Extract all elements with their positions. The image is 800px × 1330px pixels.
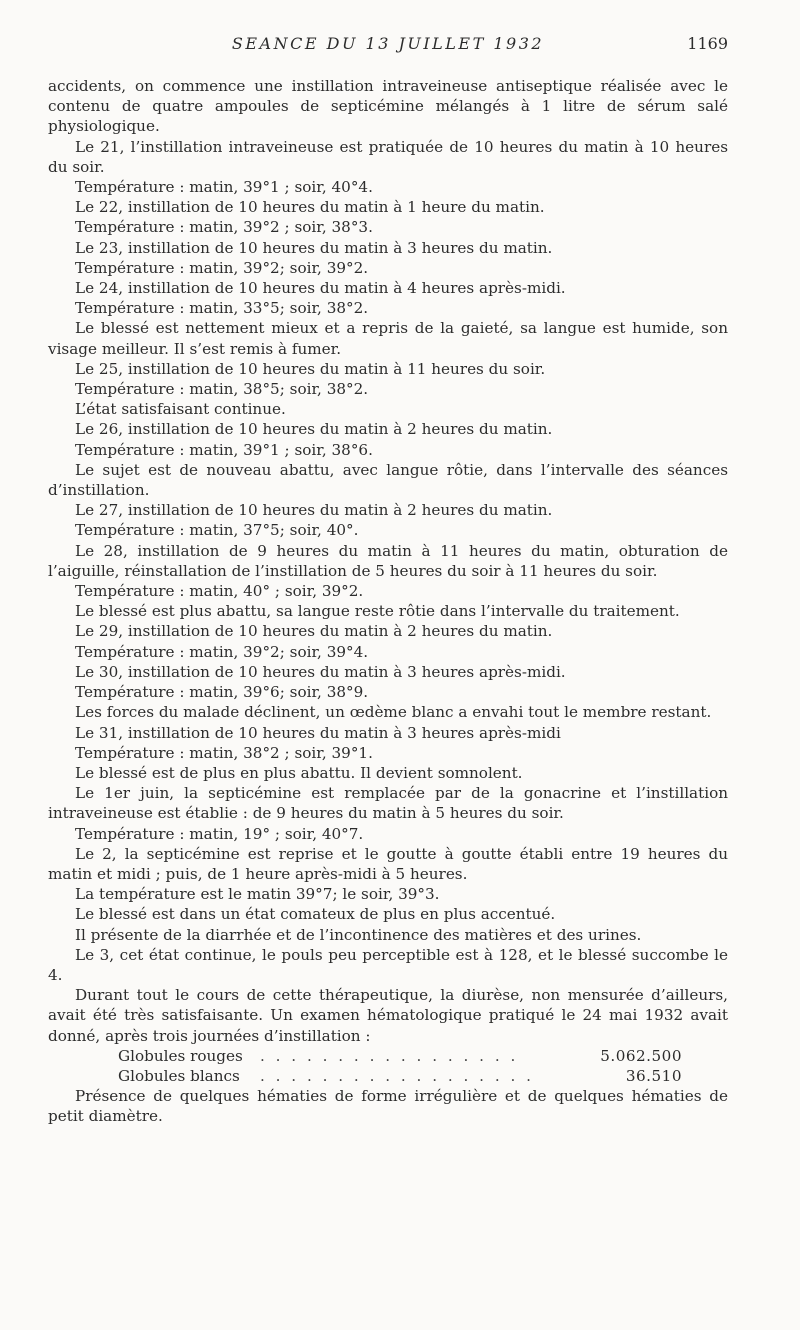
paragraph: Le 25, instillation de 10 heures du matin à 11 heures du soir. — [75, 359, 546, 378]
paragraph: Le 31, instillation de 10 heures du matin à 3 heures après-midi — [75, 723, 561, 742]
paragraph: Le 21, l’instillation intraveineuse est pratiquée de 10 heures du matin à 10 heures du soir. — [48, 137, 728, 176]
paragraph: Le blessé est plus abattu, sa langue reste rôtie dans l’intervalle du traitement. — [75, 602, 680, 621]
article-body — [48, 76, 728, 1127]
paragraph: Le blessé est de plus en plus abattu. Il devient somnolent. — [75, 763, 523, 782]
paragraph: Le 3, cet état continue, le pouls peu perceptible est à 128, et le blessé succombe le 4. — [48, 945, 728, 984]
paragraph: Le 27, instillation de 10 heures du matin à 2 heures du matin. — [75, 501, 553, 520]
blood-count-row — [48, 1046, 728, 1066]
paragraph: Température : matin, 40° ; soir, 39°2. — [75, 582, 364, 601]
paragraph: Le 23, instillation de 10 heures du matin à 3 heures du matin. — [75, 238, 553, 257]
paragraph: Température : matin, 38°5; soir, 38°2. — [75, 380, 369, 399]
dot-leader: . . . . . . . . . . . . . . . . . — [260, 1046, 519, 1065]
paragraph: accidents, on commence une instillation intraveineuse antiseptique réalisée avec le contenu de quatre ampoules de septicémine mélangés à 1 litre de sérum salé physiologique. — [48, 77, 728, 136]
paragraph: Température : matin, 39°2; soir, 39°4. — [75, 642, 369, 661]
paragraph: Température : matin, 39°1 ; soir, 38°6. — [75, 440, 373, 459]
paragraph: Le 22, instillation de 10 heures du matin à 1 heure du matin. — [75, 198, 545, 217]
paragraph: L’état satisfaisant continue. — [75, 400, 286, 419]
blood-count-label: Globules blancs — [118, 1066, 240, 1085]
paragraph: Température : matin, 19° ; soir, 40°7. — [75, 824, 364, 843]
paragraph: Il présente de la diarrhée et de l’incontinence des matières et des urines. — [75, 925, 642, 944]
paragraph: Température : matin, 38°2 ; soir, 39°1. — [75, 743, 373, 762]
paragraph: Température : matin, 37°5; soir, 40°. — [75, 521, 359, 540]
paragraph-list — [48, 76, 728, 1046]
paragraph: Les forces du malade déclinent, un œdème blanc a envahi tout le membre restant. — [75, 703, 712, 722]
closing-paragraph: Présence de quelques hématies de forme irrégulière et de quelques hématies de petit diamètre. — [48, 1087, 728, 1126]
paragraph: Le 30, instillation de 10 heures du matin à 3 heures après-midi. — [75, 662, 566, 681]
paragraph: Le 26, instillation de 10 heures du matin à 2 heures du matin. — [75, 420, 553, 439]
paragraph: Température : matin, 39°2 ; soir, 38°3. — [75, 218, 373, 237]
paragraph: Le blessé est dans un état comateux de plus en plus accentué. — [75, 905, 556, 924]
paragraph: Température : matin, 39°1 ; soir, 40°4. — [75, 178, 373, 197]
running-header-title: SEANCE DU 13 JUILLET 1932 — [231, 34, 545, 53]
dot-leader: . . . . . . . . . . . . . . . . . . — [260, 1066, 534, 1085]
blood-count-value: 36.510 — [625, 1066, 682, 1085]
paragraph: Le 2, la septicémine est reprise et le goutte à goutte établi entre 19 heures du matin et midi ; puis, de 1 heure après-midi à 5 heures. — [48, 844, 728, 883]
paragraph: Température : matin, 39°6; soir, 38°9. — [75, 683, 369, 702]
paragraph: Le 29, instillation de 10 heures du matin à 2 heures du matin. — [75, 622, 553, 641]
blood-count-value: 5.062.500 — [600, 1046, 682, 1065]
paragraph: Le 24, instillation de 10 heures du matin à 4 heures après-midi. — [75, 279, 566, 298]
paragraph: La température est le matin 39°7; le soir, 39°3. — [75, 885, 440, 904]
paragraph: Le sujet est de nouveau abattu, avec langue rôtie, dans l’intervalle des séances d’instillation. — [48, 460, 728, 500]
paragraph: Température : matin, 39°2; soir, 39°2. — [75, 258, 369, 277]
paragraph: Le blessé est nettement mieux et a repris de la gaieté, sa langue est humide, son visage meilleur. Il s’est remis à fumer. — [48, 319, 728, 358]
paragraph: Durant tout le cours de cette thérapeutique, la diurèse, non mensurée d’ailleurs, avait été très satisfaisante. Un examen hématologique pratiqué le 24 mai 1932 avait donné, après trois journées d’instillation : — [48, 986, 728, 1045]
paragraph: Le 28, instillation de 9 heures du matin à 11 heures du matin, obturation de l’aiguille, réinstallation de l’instillation de 5 heures du soir à 11 heures du soir. — [48, 541, 728, 580]
blood-count-label: Globules rouges — [118, 1046, 243, 1065]
paragraph: Température : matin, 33°5; soir, 38°2. — [75, 299, 369, 318]
page-number: 1169 — [687, 34, 728, 53]
running-header — [48, 34, 728, 58]
blood-count-row — [48, 1066, 728, 1086]
paragraph: Le 1er juin, la septicémine est remplacée par de la gonacrine et l’instillation intraveineuse est établie : de 9 heures du matin à 5 heures du soir. — [48, 784, 728, 823]
